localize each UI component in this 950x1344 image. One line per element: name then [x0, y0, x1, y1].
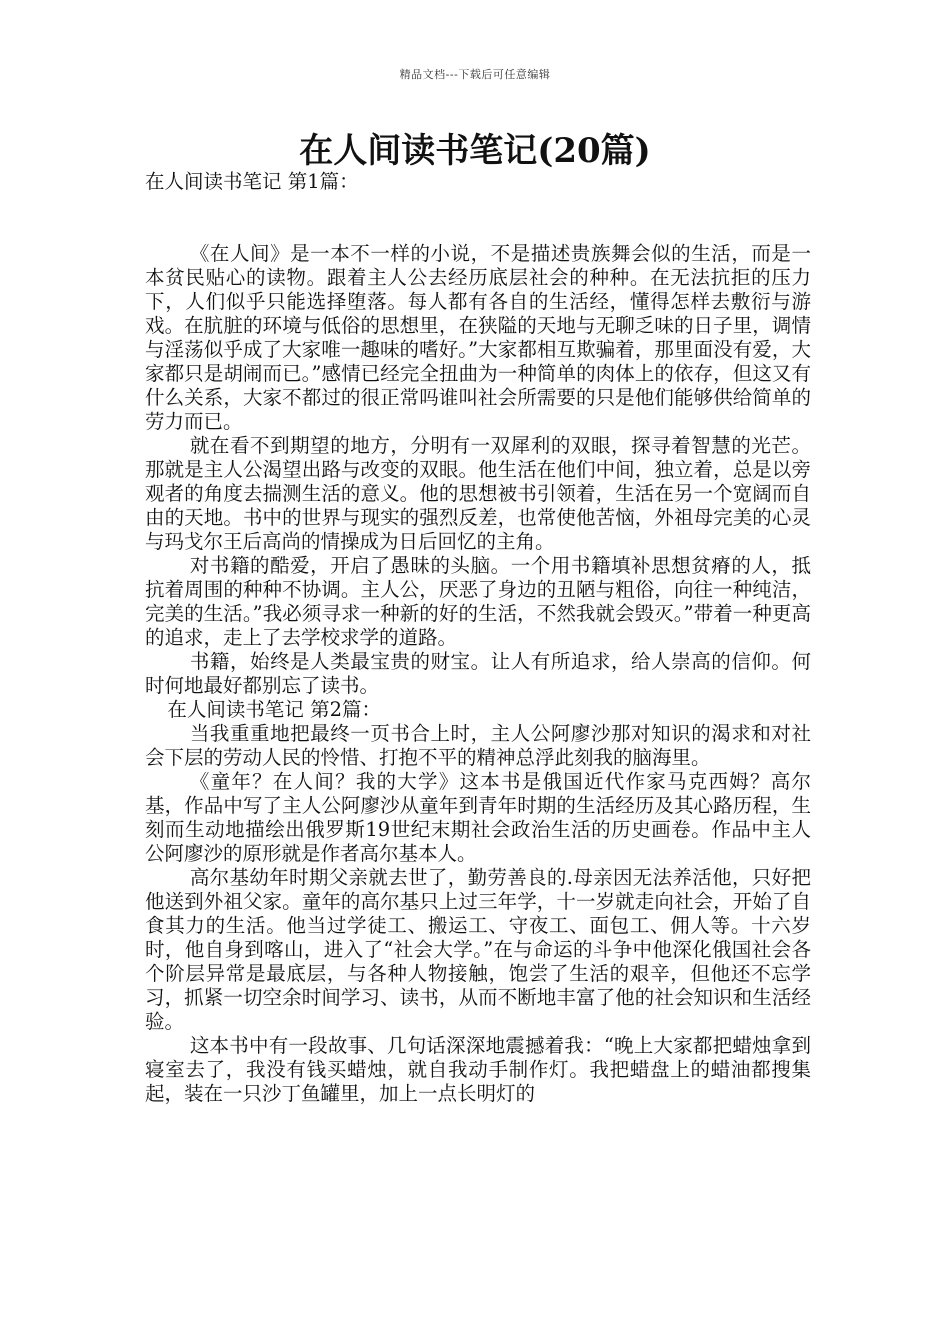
paragraph: 《在人间》是一本不一样的小说，不是描述贵族舞会似的生活，而是一本贫民贴心的读物。跟着主人公去经历底层社会的种种。在无法抗拒的压力下，人们似乎只能选择堕落。每人都有各自的生活经，懂得怎样去敷衍与游戏。在肮脏的环境与低俗的思想里，在狭隘的天地与无聊乏味的日子里，调情与淫荡似乎成了大家唯一趣味的嗜好。”大家都相互欺骗着，那里面没有爱，大家都只是胡闹而已。”感情已经完全扭曲为一种简单的肉体上的依存，但这又有什么关系，大家不都过的很正常吗谁叫社会所需要的只是他们能够供给简单的劳力而已。	[145, 242, 811, 433]
section-spacer	[145, 194, 811, 242]
section-heading-2: 在人间读书笔记 第2篇：	[167, 698, 382, 721]
section-heading-1: 在人间读书笔记 第1篇：	[145, 170, 359, 193]
paragraph: 这本书中有一段故事、几句话深深地震撼着我：“晚上大家都把蜡烛拿到寝室去了，我没有钱买蜡烛，就自我动手制作灯。我把蜡盘上的蜡油都搜集起，装在一只沙丁鱼罐里，加上一点长明灯的	[145, 1034, 811, 1105]
document-body	[145, 170, 811, 1106]
document-title: 在人间读书笔记(20篇)	[299, 131, 651, 171]
paragraph: 对书籍的酷爱，开启了愚昧的头脑。一个用书籍填补思想贫瘠的人，抵抗着周围的种种不协调。主人公，厌恶了身边的丑陋与粗俗，向往一种纯洁，完美的生活。”我必须寻求一种新的好的生活，不然我就会毁灭。”带着一种更高的追求，走上了去学校求学的道路。	[145, 554, 811, 649]
paragraph: 高尔基幼年时期父亲就去世了，勤劳善良的.母亲因无法养活他，只好把他送到外祖父家。童年的高尔基只上过三年学，十一岁就走向社会，开始了自食其力的生活。他当过学徒工、搬运工、守夜工、面包工、佣人等。十六岁时，他自身到喀山，进入了“社会大学。”在与命运的斗争中他深化俄国社会各个阶层异常是最底层，与各种人物接触，饱尝了生活的艰辛，但他还不忘学习，抓紧一切空余时间学习、读书，从而不断地丰富了他的社会知识和生活经验。	[145, 866, 811, 1033]
paragraph: 就在看不到期望的地方，分明有一双犀利的双眼，探寻着智慧的光芒。那就是主人公渴望出路与改变的双眼。他生活在他们中间，独立着，总是以旁观者的角度去揣测生活的意义。他的思想被书引领着，生活在另一个宽阔而自由的天地。书中的世界与现实的强烈反差，也常使他苦恼，外祖母完美的心灵与玛戈尔王后高尚的情操成为日后回忆的主角。	[145, 434, 811, 553]
paragraph: 书籍，始终是人类最宝贵的财宝。让人有所追求，给人崇高的信仰。何时何地最好都别忘了读书。	[145, 650, 811, 697]
page-header-note: 精品文档---下载后可任意编辑	[399, 68, 551, 81]
paragraph: 《童年？在人间？我的大学》这本书是俄国近代作家马克西姆？高尔基，作品中写了主人公阿廖沙从童年到青年时期的生活经历及其心路历程，生刻而生动地描绘出俄罗斯19世纪末期社会政治生活的历史画卷。作品中主人公阿廖沙的原形就是作者高尔基本人。	[145, 770, 811, 865]
paragraph: 当我重重地把最终一页书合上时，主人公阿廖沙那对知识的渴求和对社会下层的劳动人民的怜惜、打抱不平的精神总浮此刻我的脑海里。	[145, 722, 811, 769]
